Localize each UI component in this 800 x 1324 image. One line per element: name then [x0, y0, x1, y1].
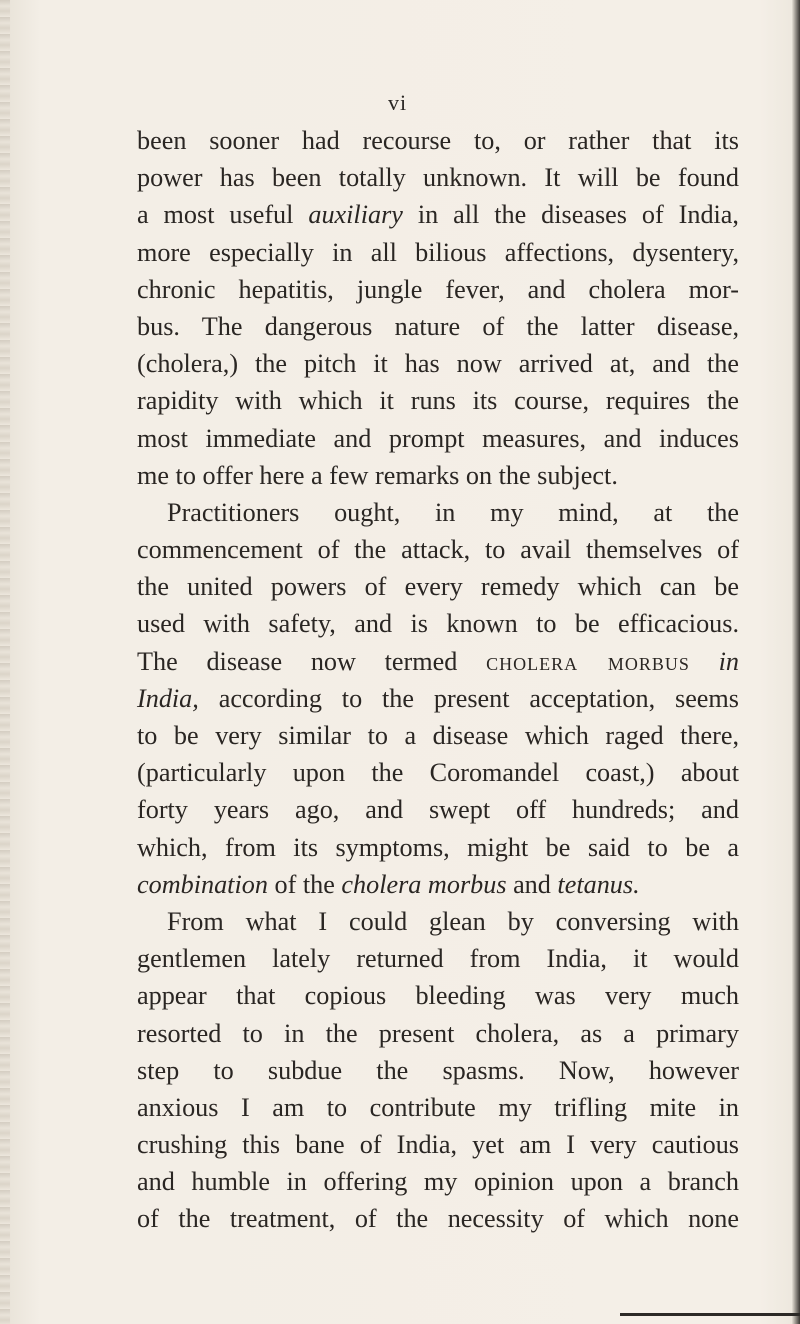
text-segment: India, — [137, 683, 199, 713]
text-line — [137, 977, 739, 1014]
body-text — [137, 122, 739, 1238]
text-segment: cholera morbus — [341, 869, 507, 899]
text-line — [137, 234, 739, 271]
text-segment: more especially in all bilious affections, dysentery, — [137, 237, 739, 267]
text-segment: used with safety, and is known to be efficacious. — [137, 609, 739, 639]
text-segment: step to subdue the spasms. Now, however — [137, 1055, 739, 1085]
text-segment: anxious I am to contribute my trifling mite in — [137, 1092, 739, 1122]
text-line — [137, 791, 739, 828]
text-line — [137, 457, 739, 494]
text-segment: The disease now termed — [137, 646, 487, 676]
page-edge-left — [0, 0, 10, 1324]
text-line — [137, 903, 739, 940]
text-segment: in — [718, 646, 740, 676]
text-line — [137, 531, 739, 568]
text-line — [137, 680, 739, 717]
text-line — [137, 605, 739, 642]
text-line — [137, 1200, 739, 1237]
text-segment: been sooner had recourse to, or rather that its — [137, 126, 739, 155]
text-line — [137, 1163, 739, 1200]
text-line — [137, 940, 739, 977]
text-segment: chronic hepatitis, jungle fever, and cholera mor- — [137, 274, 739, 304]
page-number: vi — [388, 90, 408, 115]
text-segment: commencement of the attack, to avail themselves of — [137, 535, 739, 565]
text-line — [137, 1052, 739, 1089]
text-segment: crushing this bane of India, yet am I very cautious — [137, 1130, 739, 1160]
text-segment: appear that copious bleeding was very much — [137, 981, 739, 1011]
text-line — [137, 159, 739, 196]
text-segment: the united powers of every remedy which can be — [137, 572, 739, 602]
text-line — [137, 829, 739, 866]
text-segment: according to the present acceptation, seems — [198, 683, 739, 713]
text-segment: From what I could glean by conversing with — [167, 906, 739, 936]
text-line — [137, 568, 739, 605]
text-line — [137, 866, 739, 903]
text-segment: auxiliary — [308, 200, 403, 230]
text-line — [137, 717, 739, 754]
text-line — [137, 271, 739, 308]
text-line — [137, 345, 739, 382]
text-segment: gentlemen lately returned from India, it would — [137, 944, 739, 974]
text-segment: rapidity with which it runs its course, requires the — [137, 386, 739, 416]
text-segment: a most useful — [137, 200, 309, 230]
text-segment: (cholera,) the pitch it has now arrived at, and the — [137, 349, 739, 379]
text-line — [137, 196, 739, 233]
text-segment: and humble in offering my opinion upon a branch — [137, 1167, 739, 1197]
text-segment: cholera morbus — [486, 646, 690, 676]
text-segment: to be very similar to a disease which raged there, — [137, 721, 739, 750]
text-segment: and — [506, 869, 558, 899]
page-bottom-edge — [620, 1313, 800, 1316]
text-line — [137, 754, 739, 791]
text-segment: power has been totally unknown. It will be found — [137, 163, 739, 193]
text-segment: most immediate and prompt measures, and induces — [137, 423, 739, 453]
text-segment: combination — [137, 869, 268, 899]
text-line — [137, 643, 739, 680]
text-segment: tetanus. — [557, 869, 640, 899]
text-segment — [690, 647, 719, 676]
text-segment: forty years ago, and swept off hundreds; and — [137, 795, 739, 825]
text-line — [137, 1126, 739, 1163]
text-segment: of the treatment, of the necessity of which none — [137, 1204, 739, 1234]
text-segment: in all the diseases of India, — [402, 200, 739, 230]
text-segment: resorted to in the present cholera, as a primary — [137, 1018, 739, 1048]
text-line — [137, 494, 739, 531]
text-line — [137, 1089, 739, 1126]
text-segment: bus. The dangerous nature of the latter disease, — [137, 311, 739, 341]
text-line — [137, 420, 739, 457]
text-line — [137, 1015, 739, 1052]
text-line — [137, 122, 739, 159]
text-segment: which, from its symptoms, might be said to be a — [137, 832, 739, 862]
text-line — [137, 382, 739, 419]
text-line — [137, 308, 739, 345]
page-edge-right — [792, 0, 800, 1324]
text-segment: (particularly upon the Coromandel coast,) about — [137, 758, 739, 788]
text-segment: of the — [267, 869, 342, 899]
text-segment: me to offer here a few remarks on the subject. — [137, 460, 618, 490]
text-segment: Practitioners ought, in my mind, at the — [167, 497, 739, 527]
